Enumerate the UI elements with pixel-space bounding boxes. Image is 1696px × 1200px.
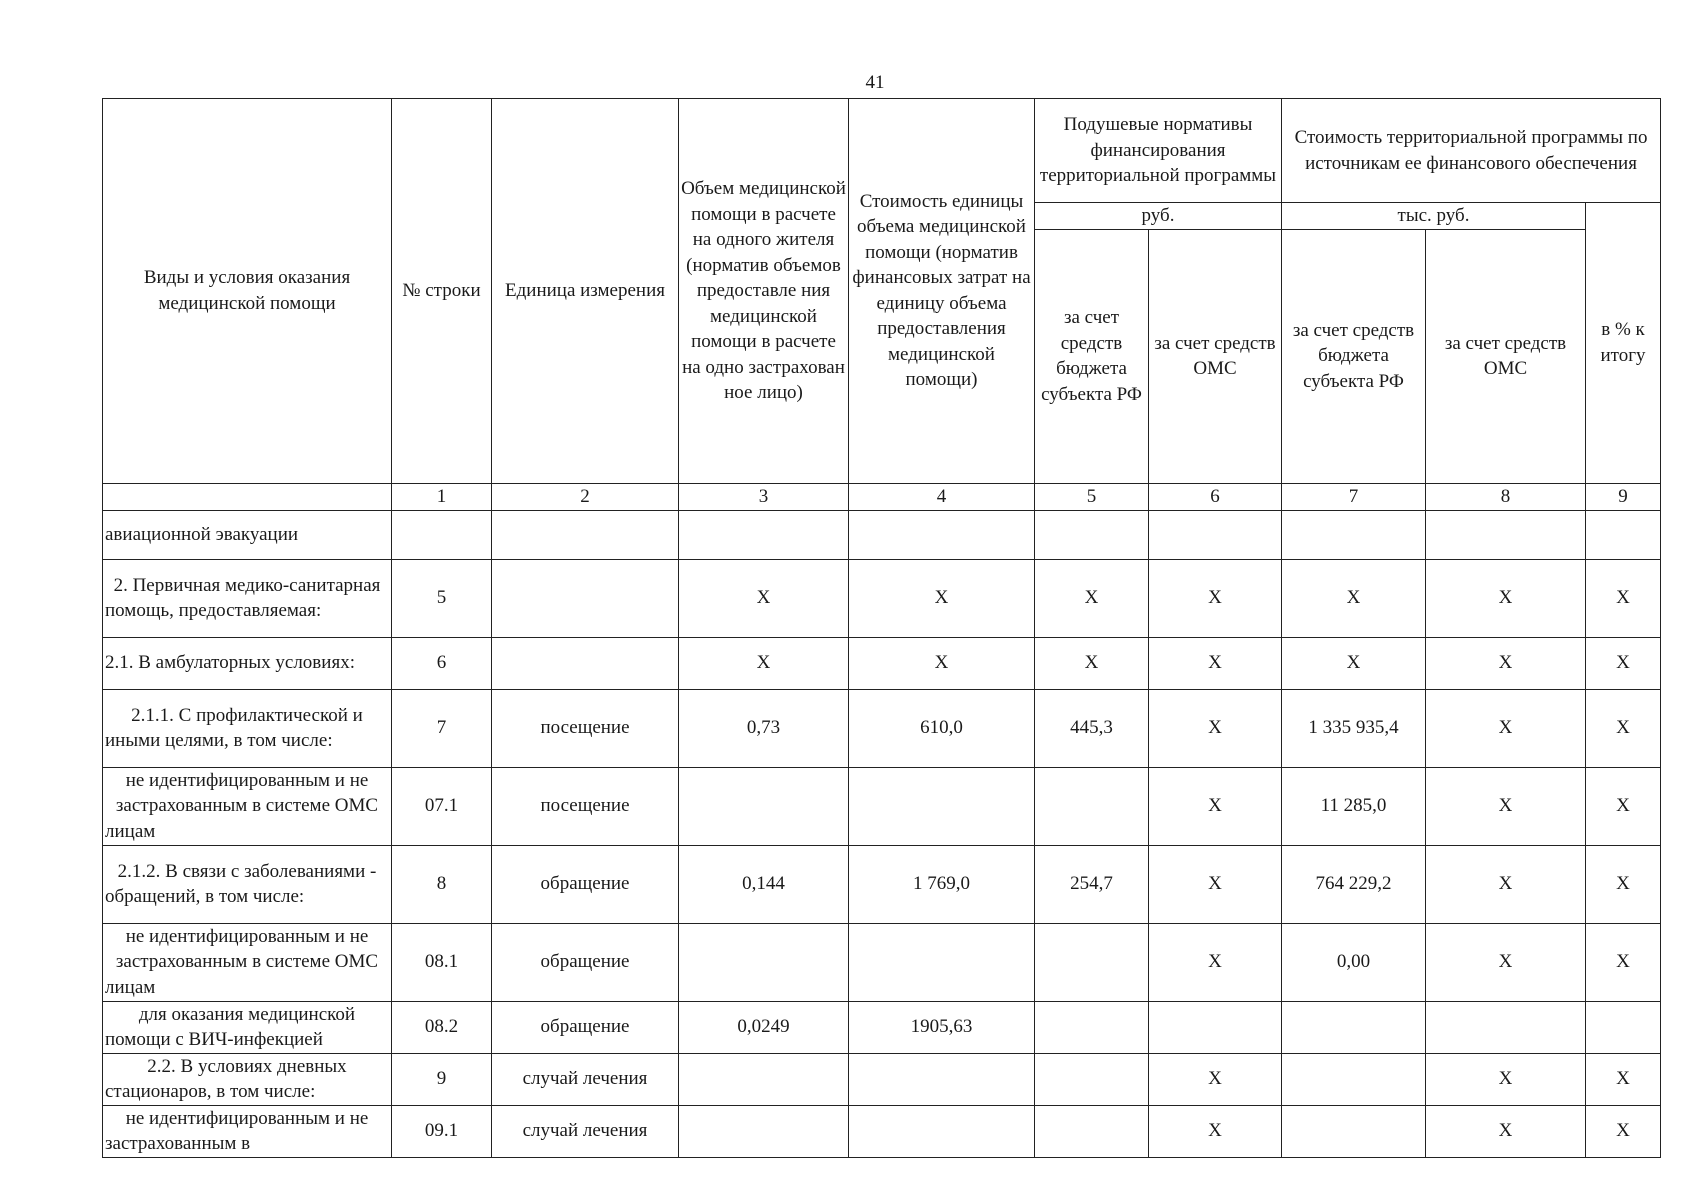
cell-col3: Х [679, 637, 849, 689]
cell-col4: 1 769,0 [849, 845, 1035, 923]
cell-col9 [1586, 1001, 1661, 1053]
row-label: 2. Первичная медико-санитарная помощь, предоставляемая: [103, 559, 392, 637]
column-number-row [103, 483, 1661, 510]
row-unit: обращение [492, 845, 679, 923]
cell-col3 [679, 767, 849, 845]
cell-col8: Х [1426, 637, 1586, 689]
row-number: 6 [392, 637, 492, 689]
row-unit [492, 637, 679, 689]
cell-col6: Х [1149, 767, 1282, 845]
page-number: 41 [865, 72, 885, 93]
table-row [103, 1001, 1661, 1053]
cell-col3 [679, 1105, 849, 1157]
cell-col6: Х [1149, 1053, 1282, 1105]
cell-col4 [849, 510, 1035, 559]
header-unit-thousand-rub: тыс. руб. [1282, 203, 1586, 230]
cell-col7 [1282, 1001, 1426, 1053]
row-number: 08.2 [392, 1001, 492, 1053]
cell-col3 [679, 1053, 849, 1105]
cell-col9: Х [1586, 1105, 1661, 1157]
row-unit [492, 510, 679, 559]
row-label: 2.1.2. В связи с заболеваниями - обращений, в том числе: [103, 845, 392, 923]
row-unit: обращение [492, 1001, 679, 1053]
cell-col4 [849, 923, 1035, 1001]
cell-col6: Х [1149, 637, 1282, 689]
cell-col9: Х [1586, 923, 1661, 1001]
cell-col9: Х [1586, 845, 1661, 923]
table-row [103, 559, 1661, 637]
column-number-1: 1 [392, 483, 492, 510]
cell-col7: 0,00 [1282, 923, 1426, 1001]
cell-col3: 0,144 [679, 845, 849, 923]
header-col8-oms: за счет средств ОМС [1426, 229, 1586, 483]
cell-col7 [1282, 1105, 1426, 1157]
cell-col7: 11 285,0 [1282, 767, 1426, 845]
header-types-of-care: Виды и условия оказания медицинской помощи [103, 99, 392, 484]
header-row-number: № строки [392, 99, 492, 484]
cell-col5: Х [1035, 559, 1149, 637]
row-label: авиационной эвакуации [103, 510, 392, 559]
row-unit: посещение [492, 689, 679, 767]
cell-col4 [849, 767, 1035, 845]
cell-col9: Х [1586, 637, 1661, 689]
header-volume: Объем медицинской помощи в расчете на одного жителя (норматив объемов предоставле ния медицинской помощи в расчете на одно застрахован ное лицо) [679, 99, 849, 484]
header-col9-percent: в % к итогу [1586, 203, 1661, 484]
row-number: 9 [392, 1053, 492, 1105]
cell-col4: 1905,63 [849, 1001, 1035, 1053]
cell-col8: Х [1426, 923, 1586, 1001]
column-number-2: 2 [492, 483, 679, 510]
cell-col8 [1426, 510, 1586, 559]
row-unit [492, 559, 679, 637]
cell-col6: Х [1149, 1105, 1282, 1157]
row-number: 07.1 [392, 767, 492, 845]
table-row [103, 1105, 1661, 1157]
cell-col6 [1149, 510, 1282, 559]
cell-col7: 1 335 935,4 [1282, 689, 1426, 767]
row-label: не идентифицированным и не застрахованным в [103, 1105, 392, 1157]
row-label: 2.1.1. С профилактической и иными целями, в том числе: [103, 689, 392, 767]
row-label: для оказания медицинской помощи с ВИЧ-инфекцией [103, 1001, 392, 1053]
cell-col5 [1035, 1105, 1149, 1157]
cell-col3 [679, 923, 849, 1001]
cell-col6: Х [1149, 923, 1282, 1001]
row-unit: случай лечения [492, 1105, 679, 1157]
cell-col5: 445,3 [1035, 689, 1149, 767]
cell-col7: 764 229,2 [1282, 845, 1426, 923]
row-number: 09.1 [392, 1105, 492, 1157]
program-cost-table [102, 98, 1661, 1158]
header-unit-cost: Стоимость единицы объема медицинской помощи (норматив финансовых затрат на единицу объема предоставления медицинской помощи) [849, 99, 1035, 484]
column-number-6: 6 [1149, 483, 1282, 510]
table-row [103, 923, 1661, 1001]
column-number-7: 7 [1282, 483, 1426, 510]
header-col5-budget: за счет средств бюджета субъекта РФ [1035, 229, 1149, 483]
row-unit: посещение [492, 767, 679, 845]
cell-col8: Х [1426, 767, 1586, 845]
header-per-capita-group: Подушевые нормативы финансирования территориальной программы [1035, 99, 1282, 203]
cell-col9: Х [1586, 689, 1661, 767]
column-number-blank [103, 483, 392, 510]
column-number-4: 4 [849, 483, 1035, 510]
cell-col8 [1426, 1001, 1586, 1053]
cell-col4: Х [849, 637, 1035, 689]
header-unit-rub: руб. [1035, 203, 1282, 230]
row-number: 5 [392, 559, 492, 637]
cell-col6: Х [1149, 845, 1282, 923]
cell-col3: 0,73 [679, 689, 849, 767]
cell-col7 [1282, 510, 1426, 559]
header-col7-budget: за счет средств бюджета субъекта РФ [1282, 229, 1426, 483]
row-label: 2.2. В условиях дневных стационаров, в том числе: [103, 1053, 392, 1105]
row-label: не идентифицированным и не застрахованным в системе ОМС лицам [103, 767, 392, 845]
cell-col3: Х [679, 559, 849, 637]
cell-col3: 0,0249 [679, 1001, 849, 1053]
cell-col5 [1035, 923, 1149, 1001]
cell-col5: Х [1035, 637, 1149, 689]
row-label: 2.1. В амбулаторных условиях: [103, 637, 392, 689]
cell-col5 [1035, 767, 1149, 845]
table-row [103, 637, 1661, 689]
cell-col5 [1035, 1001, 1149, 1053]
table-row [103, 767, 1661, 845]
cell-col6 [1149, 1001, 1282, 1053]
row-number: 8 [392, 845, 492, 923]
column-number-8: 8 [1426, 483, 1586, 510]
cell-col9: Х [1586, 767, 1661, 845]
cell-col6: Х [1149, 689, 1282, 767]
cell-col9 [1586, 510, 1661, 559]
table-row [103, 845, 1661, 923]
cell-col4 [849, 1053, 1035, 1105]
column-number-5: 5 [1035, 483, 1149, 510]
cell-col7: Х [1282, 559, 1426, 637]
cell-col8: Х [1426, 559, 1586, 637]
cell-col5 [1035, 1053, 1149, 1105]
row-number: 08.1 [392, 923, 492, 1001]
cell-col3 [679, 510, 849, 559]
table-row [103, 510, 1661, 559]
cell-col5 [1035, 510, 1149, 559]
row-number [392, 510, 492, 559]
cell-col4: 610,0 [849, 689, 1035, 767]
cell-col6: Х [1149, 559, 1282, 637]
header-unit: Единица измерения [492, 99, 679, 484]
row-label: не идентифицированным и не застрахованным в системе ОМС лицам [103, 923, 392, 1001]
cell-col7 [1282, 1053, 1426, 1105]
cell-col8: Х [1426, 1105, 1586, 1157]
column-number-9: 9 [1586, 483, 1661, 510]
row-unit: обращение [492, 923, 679, 1001]
cell-col8: Х [1426, 1053, 1586, 1105]
header-program-cost-group: Стоимость территориальной программы по источникам ее финансового обеспечения [1282, 99, 1661, 203]
table-row [103, 1053, 1661, 1105]
column-number-3: 3 [679, 483, 849, 510]
row-unit: случай лечения [492, 1053, 679, 1105]
cell-col8: Х [1426, 689, 1586, 767]
cell-col5: 254,7 [1035, 845, 1149, 923]
cell-col9: Х [1586, 559, 1661, 637]
table-row [103, 689, 1661, 767]
row-number: 7 [392, 689, 492, 767]
cell-col9: Х [1586, 1053, 1661, 1105]
cell-col8: Х [1426, 845, 1586, 923]
header-col6-oms: за счет средств ОМС [1149, 229, 1282, 483]
cell-col7: Х [1282, 637, 1426, 689]
cell-col4 [849, 1105, 1035, 1157]
cell-col4: Х [849, 559, 1035, 637]
